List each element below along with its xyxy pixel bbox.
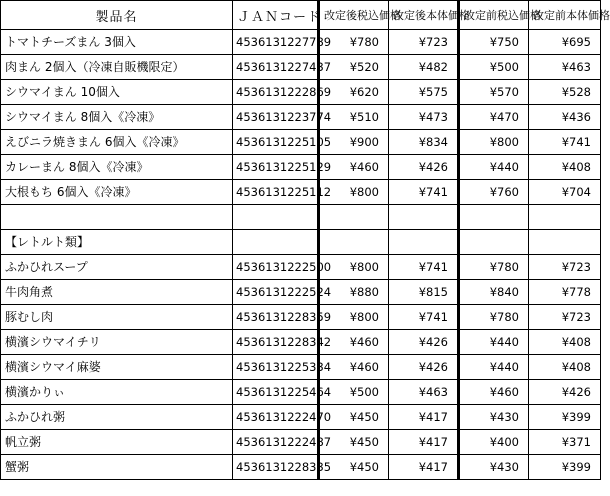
cell-before-base: ¥695 — [529, 30, 601, 55]
cell-after-tax-incl: ¥900 — [319, 130, 389, 155]
cell-before-base: ¥399 — [529, 405, 601, 430]
table-row — [1, 80, 601, 105]
cell-after-base: ¥426 — [389, 155, 459, 180]
cell-before-tax-incl: ¥430 — [459, 405, 529, 430]
cell-product-name: ふかひれ粥 — [1, 405, 233, 430]
cell-before-base: ¥741 — [529, 130, 601, 155]
table-row — [1, 330, 601, 355]
cell-product-name: シウマイまん 10個入 — [1, 80, 233, 105]
cell-after-base: ¥426 — [389, 355, 459, 380]
table-row — [1, 455, 601, 480]
cell-before-base: ¥408 — [529, 355, 601, 380]
cell-after-tax-incl: ¥800 — [319, 255, 389, 280]
header-before-base: 改定前本体価格 — [529, 1, 601, 30]
cell-product-name: 横濱かりぃ — [1, 380, 233, 405]
cell-after-base: ¥741 — [389, 305, 459, 330]
cell-before-tax-incl: ¥760 — [459, 180, 529, 205]
table-row — [1, 255, 601, 280]
cell-before-tax-incl: ¥440 — [459, 355, 529, 380]
cell-before-tax-incl: ¥780 — [459, 305, 529, 330]
cell-jan-code: 4536131225112 — [233, 180, 319, 205]
cell-before-tax-incl: ¥430 — [459, 455, 529, 480]
cell-after-base: ¥815 — [389, 280, 459, 305]
cell-before-base: ¥426 — [529, 380, 601, 405]
cell-product-name: カレーまん 8個入《冷凍》 — [1, 155, 233, 180]
cell-product-name: 牛肉角煮 — [1, 280, 233, 305]
cell-jan-code — [233, 230, 319, 255]
cell-before-tax-incl: ¥440 — [459, 330, 529, 355]
cell-after-base — [389, 205, 459, 230]
cell-before-tax-incl: ¥440 — [459, 155, 529, 180]
table-header — [1, 1, 610, 30]
cell-before-tax-incl: ¥470 — [459, 105, 529, 130]
table-row — [1, 130, 601, 155]
cell-before-tax-incl: ¥500 — [459, 55, 529, 80]
table-row — [1, 155, 601, 180]
cell-after-tax-incl: ¥450 — [319, 455, 389, 480]
cell-jan-code: 4536131225334 — [233, 355, 319, 380]
cell-before-tax-incl: ¥570 — [459, 80, 529, 105]
cell-before-tax-incl — [459, 205, 529, 230]
cell-product-name: 蟹粥 — [1, 455, 233, 480]
cell-after-tax-incl: ¥880 — [319, 280, 389, 305]
table-row — [1, 305, 601, 330]
cell-after-tax-incl — [319, 205, 389, 230]
cell-before-base: ¥408 — [529, 155, 601, 180]
cell-after-base: ¥575 — [389, 80, 459, 105]
cell-product-name: シウマイまん 8個入《冷凍》 — [1, 105, 233, 130]
cell-jan-code: 4536131222524 — [233, 280, 319, 305]
cell-after-tax-incl: ¥620 — [319, 80, 389, 105]
cell-jan-code: 4536131225129 — [233, 155, 319, 180]
cell-jan-code: 4536131228359 — [233, 305, 319, 330]
table-row — [1, 180, 601, 205]
cell-before-tax-incl: ¥460 — [459, 380, 529, 405]
cell-after-tax-incl: ¥450 — [319, 430, 389, 455]
cell-before-base: ¥723 — [529, 305, 601, 330]
cell-after-base: ¥834 — [389, 130, 459, 155]
header-after-base: 改定後本体価格 — [389, 1, 459, 30]
cell-jan-code — [233, 205, 319, 230]
cell-before-base: ¥723 — [529, 255, 601, 280]
cell-jan-code: 4536131225105 — [233, 130, 319, 155]
cell-after-tax-incl: ¥460 — [319, 330, 389, 355]
table-row — [1, 105, 601, 130]
table-row — [1, 405, 601, 430]
cell-product-name: ふかひれスープ — [1, 255, 233, 280]
table-row — [1, 30, 601, 55]
cell-after-tax-incl: ¥800 — [319, 305, 389, 330]
cell-product-name: 大根もち 6個入《冷凍》 — [1, 180, 233, 205]
cell-before-base: ¥778 — [529, 280, 601, 305]
cell-before-tax-incl: ¥800 — [459, 130, 529, 155]
cell-after-base: ¥463 — [389, 380, 459, 405]
cell-before-base: ¥399 — [529, 455, 601, 480]
table-row — [1, 380, 601, 405]
cell-product-name — [1, 205, 233, 230]
cell-after-base: ¥417 — [389, 430, 459, 455]
table-row — [1, 205, 601, 230]
cell-before-tax-incl: ¥400 — [459, 430, 529, 455]
cell-after-base: ¥741 — [389, 180, 459, 205]
table-row — [1, 355, 601, 380]
cell-after-tax-incl: ¥510 — [319, 105, 389, 130]
cell-jan-code: 4536131227789 — [233, 30, 319, 55]
cell-after-base: ¥482 — [389, 55, 459, 80]
cell-jan-code: 4536131222869 — [233, 80, 319, 105]
cell-before-tax-incl: ¥780 — [459, 255, 529, 280]
cell-jan-code: 4536131227437 — [233, 55, 319, 80]
cell-after-tax-incl: ¥780 — [319, 30, 389, 55]
cell-after-base: ¥741 — [389, 255, 459, 280]
cell-after-base: ¥426 — [389, 330, 459, 355]
cell-jan-code: 4536131228342 — [233, 330, 319, 355]
cell-jan-code: 4536131222500 — [233, 255, 319, 280]
cell-after-tax-incl: ¥520 — [319, 55, 389, 80]
cell-product-name: えびニラ焼きまん 6個入《冷凍》 — [1, 130, 233, 155]
cell-before-base: ¥528 — [529, 80, 601, 105]
cell-after-tax-incl: ¥460 — [319, 155, 389, 180]
cell-jan-code: 4536131222470 — [233, 405, 319, 430]
cell-product-name: 横濱シウマイ麻婆 — [1, 355, 233, 380]
header-jan-code: ＪＡＮコード — [233, 1, 319, 30]
cell-before-base: ¥704 — [529, 180, 601, 205]
cell-before-base: ¥408 — [529, 330, 601, 355]
cell-before-tax-incl — [459, 230, 529, 255]
table-body — [1, 30, 601, 480]
cell-product-name: 帆立粥 — [1, 430, 233, 455]
cell-before-base: ¥436 — [529, 105, 601, 130]
cell-product-name: 豚むし肉 — [1, 305, 233, 330]
cell-after-base — [389, 230, 459, 255]
cell-after-tax-incl: ¥500 — [319, 380, 389, 405]
cell-before-tax-incl: ¥750 — [459, 30, 529, 55]
cell-before-base: ¥463 — [529, 55, 601, 80]
cell-after-tax-incl — [319, 230, 389, 255]
cell-before-base: ¥371 — [529, 430, 601, 455]
table-row — [1, 55, 601, 80]
cell-before-base — [529, 230, 601, 255]
cell-after-base: ¥417 — [389, 405, 459, 430]
cell-product-name: 【レトルト類】 — [1, 230, 233, 255]
cell-after-tax-incl: ¥460 — [319, 355, 389, 380]
cell-before-tax-incl: ¥840 — [459, 280, 529, 305]
cell-product-name: 肉まん 2個入（冷凍自販機限定） — [1, 55, 233, 80]
cell-after-tax-incl: ¥450 — [319, 405, 389, 430]
header-before-tax-incl: 改定前税込価格 — [459, 1, 529, 30]
header-product-name: 製品名 — [1, 1, 233, 30]
cell-before-base — [529, 205, 601, 230]
cell-jan-code: 4536131225464 — [233, 380, 319, 405]
cell-jan-code: 4536131223774 — [233, 105, 319, 130]
cell-after-base: ¥417 — [389, 455, 459, 480]
cell-product-name: トマトチーズまん 3個入 — [1, 30, 233, 55]
cell-after-tax-incl: ¥800 — [319, 180, 389, 205]
table-row — [1, 280, 601, 305]
table-row — [1, 430, 601, 455]
table-row — [1, 230, 601, 255]
cell-product-name: 横濱シウマイチリ — [1, 330, 233, 355]
cell-after-base: ¥723 — [389, 30, 459, 55]
header-row — [1, 1, 601, 30]
cell-jan-code: 4536131228335 — [233, 455, 319, 480]
cell-after-base: ¥473 — [389, 105, 459, 130]
header-after-tax-incl: 改定後税込価格 — [319, 1, 389, 30]
cell-jan-code: 4536131222487 — [233, 430, 319, 455]
